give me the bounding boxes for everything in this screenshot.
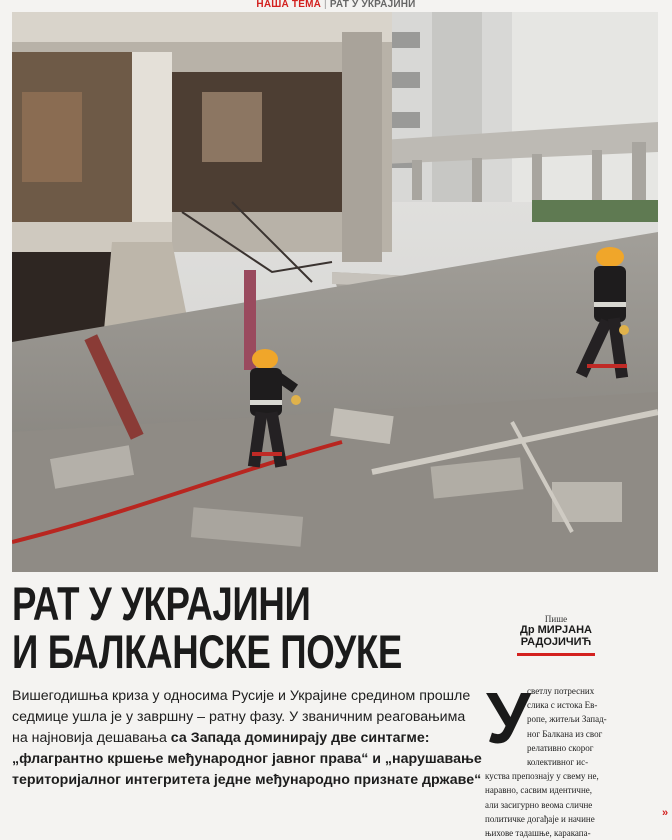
byline-rule bbox=[517, 653, 595, 656]
body-line: колективног ис- bbox=[527, 757, 589, 768]
drop-cap: У bbox=[486, 679, 531, 759]
body-line: светлу потресних bbox=[527, 686, 595, 696]
section-topic: РАТ У УКРАЈИНИ bbox=[329, 0, 416, 10]
body-line: али засигурно веома сличне bbox=[485, 799, 593, 810]
body-line: релативно скорог bbox=[527, 742, 594, 753]
body-line: политичке догађаје и начине bbox=[485, 813, 595, 824]
author-name-last: РАДОЈИЧИЋ bbox=[520, 636, 592, 648]
author-byline bbox=[508, 614, 604, 656]
header-separator: | bbox=[324, 0, 327, 10]
section-header bbox=[0, 0, 672, 12]
section-name: НАША ТЕМА bbox=[256, 0, 322, 10]
author-name-first: Др МИРЈАНА bbox=[520, 624, 592, 636]
body-line: њихове тадашње, каракапа- bbox=[485, 828, 591, 839]
body-line: куства препознају у свему не, bbox=[485, 771, 599, 782]
body-line: ропе, житељи Запад- bbox=[527, 714, 607, 725]
headline-line-2: И БАЛКАНСКЕ ПОУКЕ bbox=[12, 625, 402, 678]
headline-line-1: РАТ У УКРАЈИНИ bbox=[12, 577, 311, 630]
lead-text: Вишегодишња криза у односима Русије и Украјине средином прошле седмице ушла је у завршну – ратну фазу. У званичним реаговањима на најновија дешавања bbox=[12, 688, 471, 746]
body-line: слика с истока Ев- bbox=[527, 700, 598, 711]
continue-arrow-icon: » bbox=[662, 807, 669, 819]
byline-label: Пише bbox=[544, 614, 568, 624]
body-column bbox=[485, 679, 661, 840]
article-headline bbox=[12, 577, 402, 678]
lead-photo bbox=[12, 12, 658, 572]
body-line: наравно, сасвим идентичне, bbox=[485, 785, 593, 796]
lead-paragraph bbox=[12, 686, 482, 791]
lead-bold-text: са Запада доминирају две синтагме: „флагрантно кршење међународног јавног права“ и „нарушавање територијалног интегритета једне међународно признате државе“ bbox=[12, 730, 482, 788]
body-line: ног Балкана из свог bbox=[527, 728, 603, 739]
